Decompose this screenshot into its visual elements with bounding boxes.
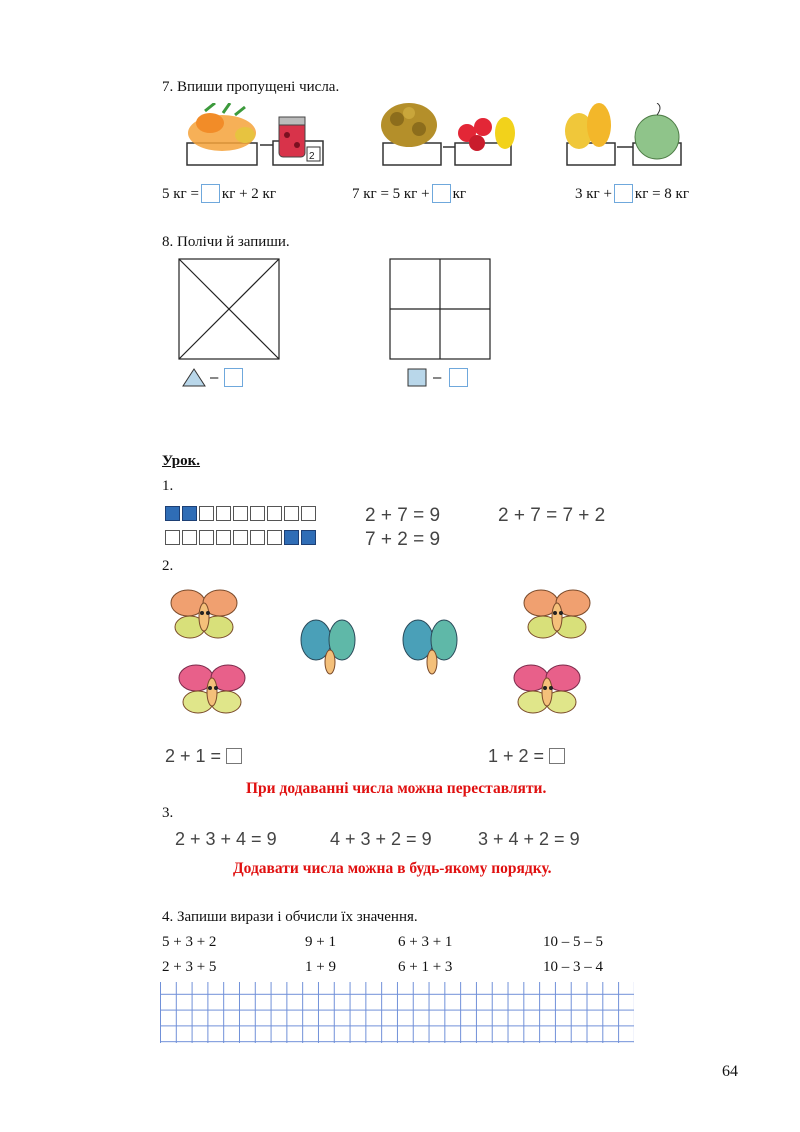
empty-tile (182, 530, 197, 545)
writing-grid[interactable] (160, 982, 634, 1043)
answer-box[interactable] (201, 184, 220, 203)
vegetables-on-scale-image (187, 103, 257, 165)
melon-on-scale-image (633, 103, 681, 165)
filled-tile (182, 506, 197, 521)
expression-row-2-col-2: 1 + 9 (305, 959, 336, 975)
filled-tile (284, 530, 299, 545)
eq1-left-text: 5 кг = (162, 186, 199, 202)
empty-tile (216, 506, 231, 521)
empty-tile (301, 506, 316, 521)
right-equation-text: 1 + 2 = (488, 746, 545, 766)
associative-equation-3: 3 + 4 + 2 = 9 (478, 829, 580, 849)
equation-7-plus-2: 7 + 2 = 9 (365, 529, 441, 550)
empty-tile (199, 530, 214, 545)
square-count-row (407, 368, 470, 387)
dash: – (210, 369, 219, 386)
equation-2-plus-1 (165, 746, 242, 767)
dash: – (433, 369, 442, 386)
expression-row-2-col-1: 2 + 3 + 5 (162, 959, 217, 975)
square-divided-in-four-figure (389, 258, 492, 361)
teal-butterfly-image (403, 620, 457, 674)
exercise-4-title: 4. Запиши вирази і обчисли їх значення. (162, 909, 418, 925)
eq3-right-text: кг = 8 кг (634, 186, 689, 202)
task7-equation-2 (352, 184, 466, 203)
answer-box[interactable] (549, 748, 565, 764)
orange-butterfly-image (524, 590, 590, 638)
pink-butterfly-image (179, 665, 245, 713)
associative-equation-1: 2 + 3 + 4 = 9 (175, 829, 277, 849)
expression-row-2-col-3: 6 + 1 + 3 (398, 959, 453, 975)
squash-on-scale-image (565, 103, 615, 165)
expression-row-2-col-4: 10 – 3 – 4 (543, 959, 603, 975)
triangle-icon (182, 368, 206, 387)
equation-2-plus-7: 2 + 7 = 9 (365, 505, 441, 526)
expression-row-1-col-2: 9 + 1 (305, 934, 336, 950)
task7-title: 7. Впиши пропущені числа. (162, 79, 340, 95)
empty-tile (284, 506, 299, 521)
equation-1-plus-2 (488, 746, 565, 767)
weight-label: 2 (309, 151, 315, 162)
exercise-1-number: 1. (162, 478, 174, 494)
pink-butterfly-image (514, 665, 580, 713)
eq2-left-text: 7 кг = 5 кг + (352, 186, 430, 202)
jar-with-weight-image (273, 117, 323, 165)
filled-tile (165, 506, 180, 521)
exercise-2-number: 2. (162, 558, 174, 574)
eq2-right-text: кг (452, 186, 467, 202)
empty-tile (250, 506, 265, 521)
empty-tile (165, 530, 180, 545)
commutative-rule: При додаванні числа можна переставляти. (246, 780, 547, 797)
butterflies-illustration (162, 580, 612, 740)
associative-equation-2: 4 + 3 + 2 = 9 (330, 829, 432, 849)
task8-title: 8. Полічи й запиши. (162, 234, 290, 250)
exercise-3-number: 3. (162, 805, 174, 821)
expression-row-1-col-1: 5 + 3 + 2 (162, 934, 217, 950)
task7-equation-1 (162, 184, 276, 203)
eq3-left-text: 3 кг + (575, 186, 612, 202)
potatoes-on-scale-image (381, 103, 441, 165)
answer-box[interactable] (226, 748, 242, 764)
empty-tile (233, 506, 248, 521)
answer-box[interactable] (449, 368, 468, 387)
tiles-row-2 (165, 530, 318, 550)
empty-tile (199, 506, 214, 521)
expression-row-1-col-4: 10 – 5 – 5 (543, 934, 603, 950)
answer-box[interactable] (224, 368, 243, 387)
answer-box[interactable] (614, 184, 633, 203)
orange-butterfly-image (171, 590, 237, 638)
expression-row-1-col-3: 6 + 3 + 1 (398, 934, 453, 950)
page-number: 64 (722, 1063, 738, 1080)
left-equation-text: 2 + 1 = (165, 746, 222, 766)
berries-on-scale-image (455, 117, 515, 165)
equation-commutative: 2 + 7 = 7 + 2 (498, 505, 606, 526)
task7-illustrations (175, 103, 735, 173)
empty-tile (216, 530, 231, 545)
eq1-right-text: кг + 2 кг (221, 186, 276, 202)
empty-tile (233, 530, 248, 545)
filled-tile (301, 530, 316, 545)
task7-equation-3 (575, 184, 689, 203)
square-icon (407, 368, 427, 387)
associative-rule: Додавати числа можна в будь-якому порядку. (233, 860, 552, 877)
empty-tile (250, 530, 265, 545)
empty-tile (267, 530, 282, 545)
tiles-row-1 (165, 506, 318, 526)
square-with-diagonals-figure (178, 258, 281, 361)
empty-tile (267, 506, 282, 521)
lesson-heading: Урок. (162, 453, 201, 469)
teal-butterfly-image (301, 620, 355, 674)
answer-box[interactable] (432, 184, 451, 203)
triangle-count-row (182, 368, 245, 387)
